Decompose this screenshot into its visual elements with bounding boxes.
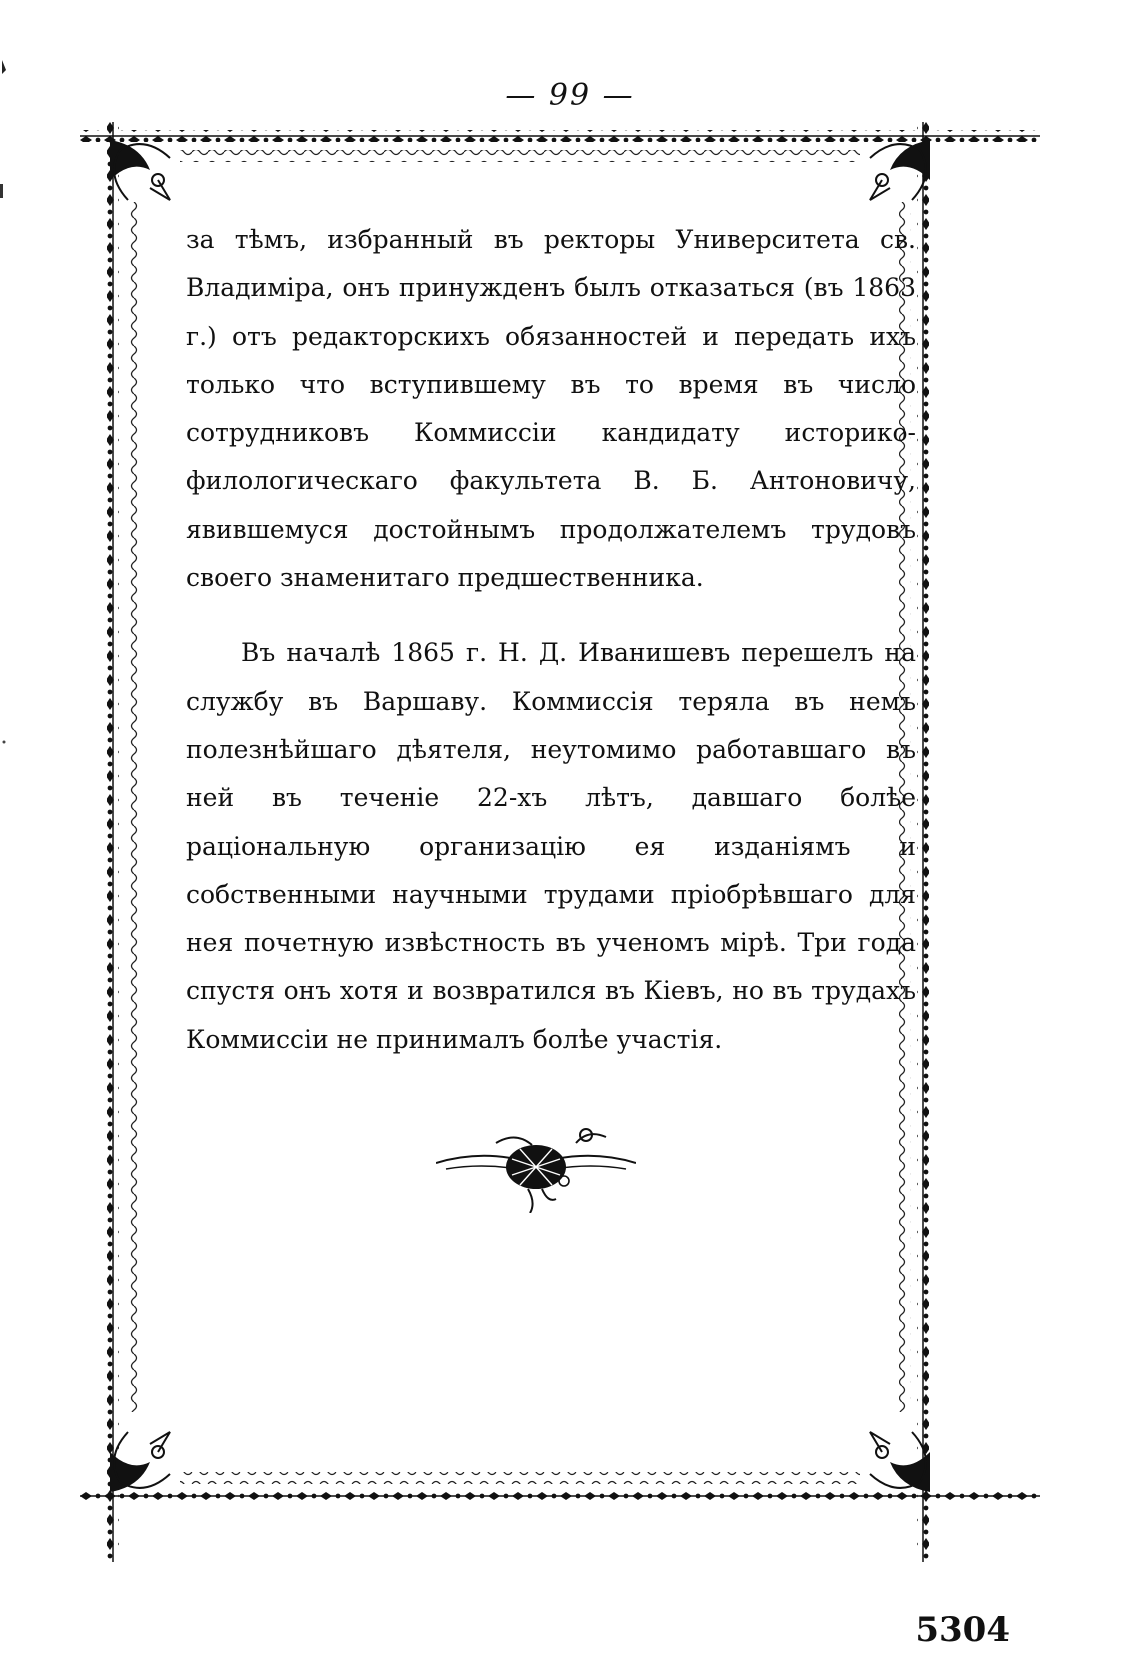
floral-vignette-icon (436, 1123, 636, 1217)
body-text (186, 216, 916, 1064)
margin-marks (0, 0, 20, 804)
paragraph-1: за тѣмъ, избранный въ ректоры Университета св. Владиміра, онъ принужденъ былъ отказаться (въ 1863 г.) отъ редакторскихъ обязанностей и передать ихъ только что вступившему въ то время въ число сотрудниковъ Коммиссіи кандидату историко-филологическаго факультета В. Б. Антоновичу, явившемуся достойнымъ продолжателемъ трудовъ своего знаменитаго предшественника. (186, 225, 916, 593)
paragraph-2: Въ началѣ 1865 г. Н. Д. Иванишевъ перешелъ на службу въ Варшаву. Коммиссія теряла въ немъ полезнѣйшаго дѣятеля, неутомимо работавшаго въ ней въ теченіе 22-хъ лѣтъ, давшаго болѣе раціональную организацію ея изданіямъ и собственными научными трудами пріобрѣвшаго для нея почетную извѣстность въ ученомъ мірѣ. Три года спустя онъ хотя и возвратился въ Кіевъ, но въ трудахъ Коммиссіи не принималъ болѣе участія. (186, 638, 916, 1054)
page-number: — 99 — (505, 78, 635, 113)
catalog-number: 5304 (915, 1610, 1010, 1650)
